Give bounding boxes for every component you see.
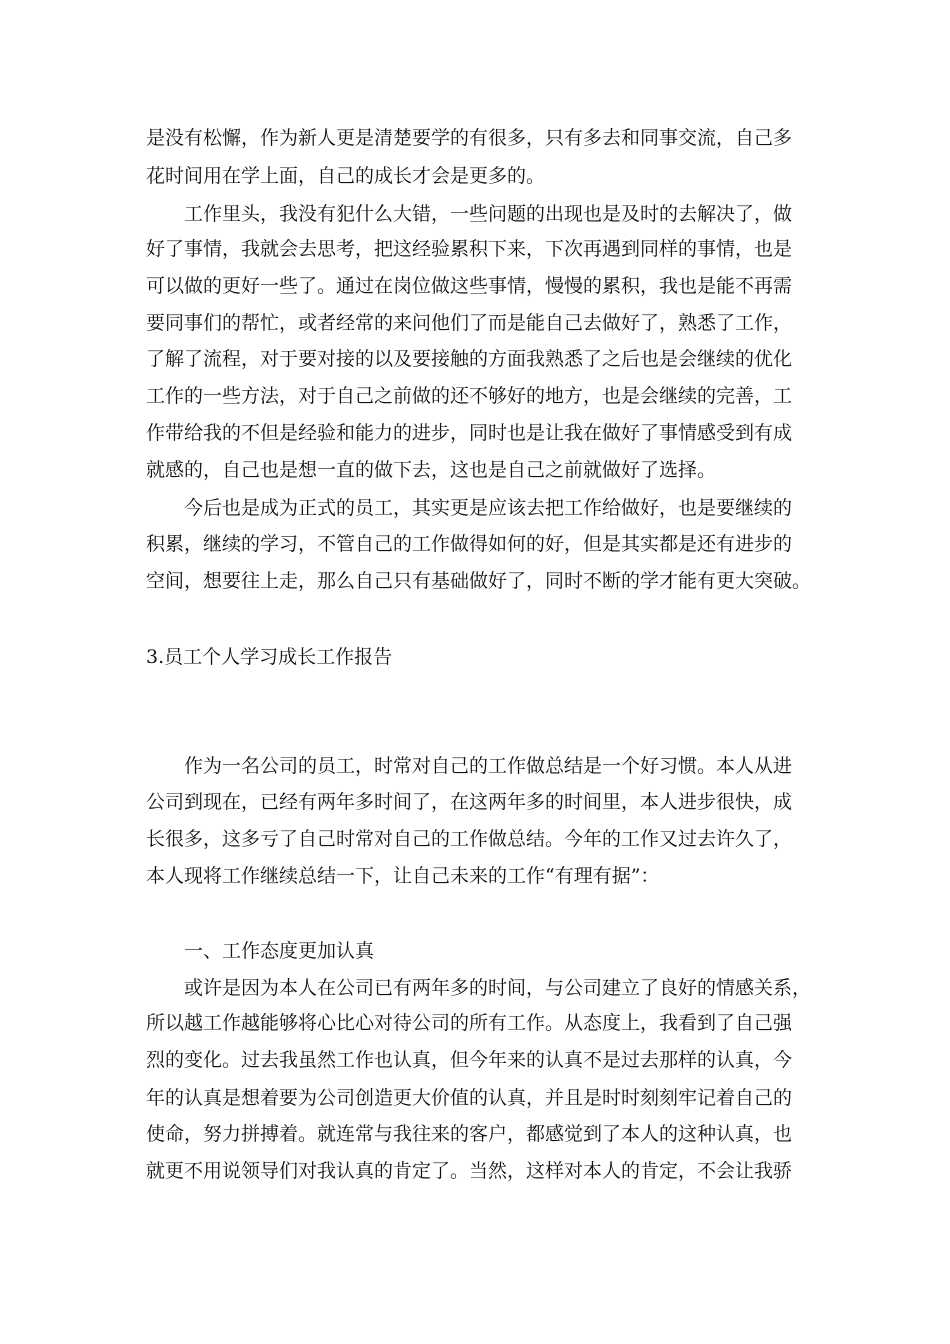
paragraph-2-line-5: 了解了流程，对于要对接的以及要接触的方面我熟悉了之后也是会继续的优化 bbox=[146, 348, 793, 370]
paragraph-3-line-1: 今后也是成为正式的员工，其实更是应该去把工作给做好，也是要继续的 bbox=[184, 497, 793, 519]
paragraph-5-line-2: 所以越工作越能够将心比心对待公司的所有工作。从态度上，我看到了自己强 bbox=[146, 1012, 793, 1034]
paragraph-2-line-6: 工作的一些方法，对于自己之前做的还不够好的地方，也是会继续的完善，工 bbox=[146, 385, 793, 407]
paragraph-2-line-8: 就感的，自己也是想一直的做下去，这也是自己之前就做好了选择。 bbox=[146, 459, 717, 481]
subheading-1: 一、工作态度更加认真 bbox=[184, 940, 375, 962]
paragraph-4-line-4: 本人现将工作继续总结一下，让自己未来的工作“有理有据”： bbox=[146, 865, 660, 887]
paragraph-2-line-7: 作带给我的不但是经验和能力的进步，同时也是让我在做好了事情感受到有成 bbox=[146, 422, 793, 444]
paragraph-2-line-2: 好了事情，我就会去思考，把这经验累积下来，下次再遇到同样的事情，也是 bbox=[146, 238, 793, 260]
paragraph-3-line-3: 空间，想要往上走，那么自己只有基础做好了，同时不断的学才能有更大突破。 bbox=[146, 570, 812, 592]
paragraph-4-line-2: 公司到现在，已经有两年多时间了，在这两年多的时间里，本人进步很快，成 bbox=[146, 791, 793, 813]
paragraph-1-line-1: 是没有松懈，作为新人更是清楚要学的有很多，只有多去和同事交流，自己多 bbox=[146, 127, 793, 149]
paragraph-2-line-1: 工作里头，我没有犯什么大错，一些问题的出现也是及时的去解决了，做 bbox=[184, 203, 793, 225]
section-heading: 3.员工个人学习成长工作报告 bbox=[146, 646, 393, 668]
paragraph-4-line-3: 长很多，这多亏了自己时常对自己的工作做总结。今年的工作又过去许久了， bbox=[146, 828, 793, 850]
paragraph-5-line-3: 烈的变化。过去我虽然工作也认真，但今年来的认真不是过去那样的认真，今 bbox=[146, 1049, 793, 1071]
paragraph-2-line-3: 可以做的更好一些了。通过在岗位做这些事情，慢慢的累积，我也是能不再需 bbox=[146, 275, 793, 297]
paragraph-5-line-4: 年的认真是想着要为公司创造更大价值的认真，并且是时时刻刻牢记着自己的 bbox=[146, 1087, 793, 1109]
paragraph-5-line-1: 或许是因为本人在公司已有两年多的时间，与公司建立了良好的情感关系， bbox=[184, 977, 812, 999]
paragraph-1-line-2: 花时间用在学上面，自己的成长才会是更多的。 bbox=[146, 165, 546, 187]
paragraph-5-line-6: 就更不用说领导们对我认真的肯定了。当然，这样对本人的肯定，不会让我骄 bbox=[146, 1160, 793, 1182]
paragraph-3-line-2: 积累，继续的学习，不管自己的工作做得如何的好，但是其实都是还有进步的 bbox=[146, 533, 793, 555]
paragraph-2-line-4: 要同事们的帮忙，或者经常的来问他们了而是能自己去做好了，熟悉了工作， bbox=[146, 312, 793, 334]
paragraph-5-line-5: 使命，努力拼搏着。就连常与我往来的客户，都感觉到了本人的这种认真，也 bbox=[146, 1123, 793, 1145]
paragraph-4-line-1: 作为一名公司的员工，时常对自己的工作做总结是一个好习惯。本人从进 bbox=[184, 755, 793, 777]
